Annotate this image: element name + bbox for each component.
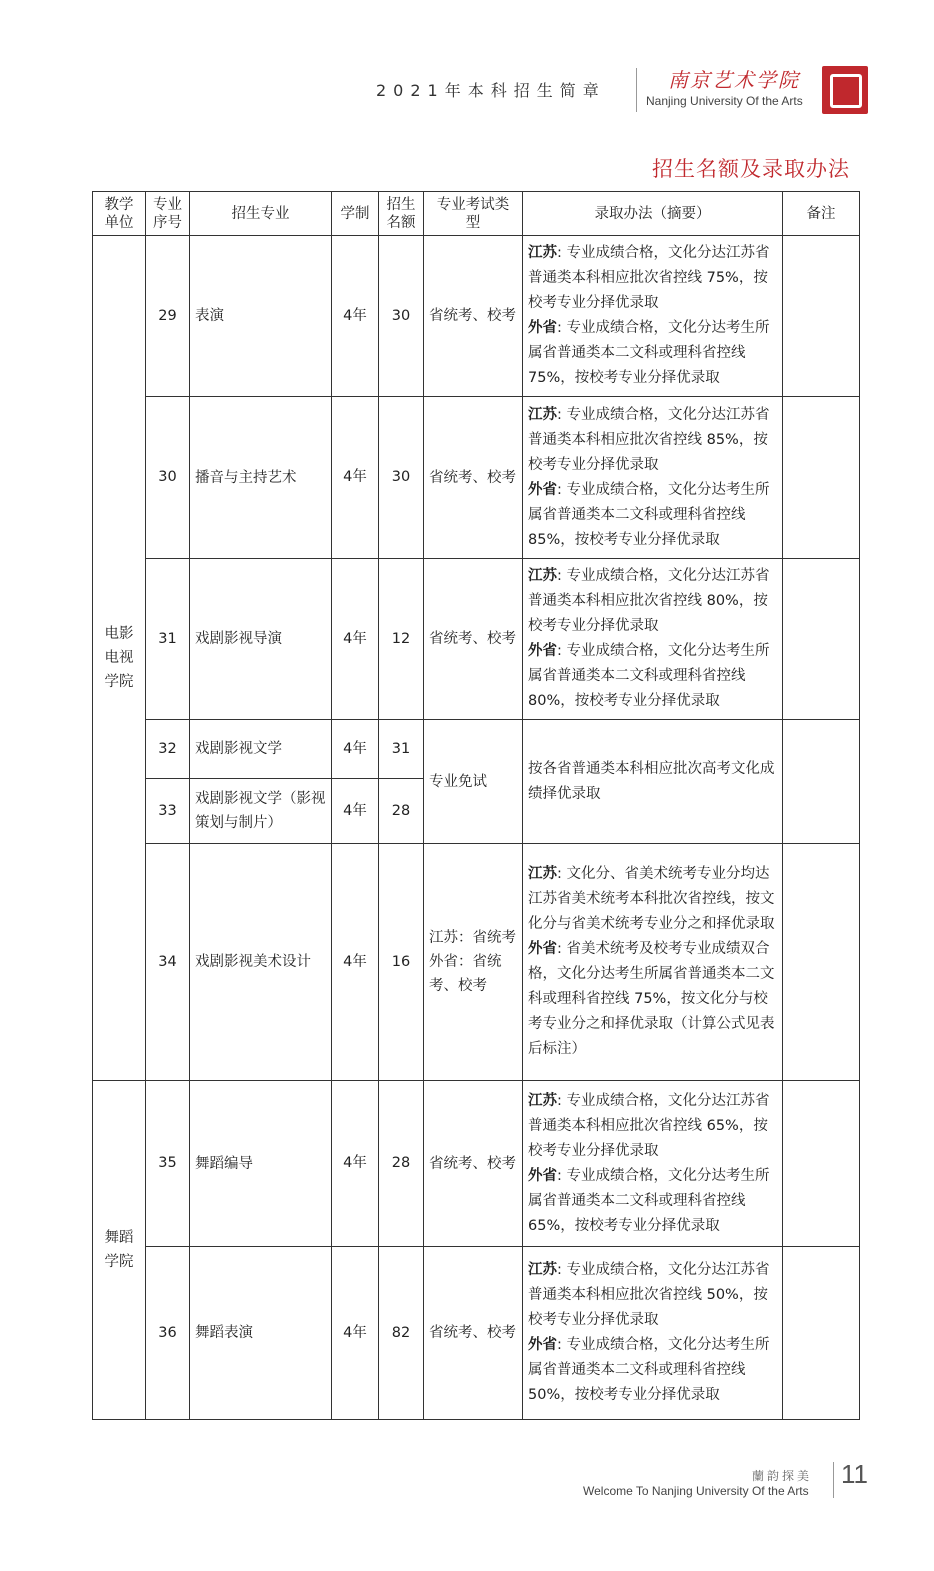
header-exam-type: 专业考试类型	[424, 192, 523, 236]
rule-jiangsu-label: 江苏	[528, 1262, 557, 1278]
quota-cell: 28	[379, 1081, 424, 1247]
major-cell: 戏剧影视导演	[190, 559, 332, 720]
school-name-cn: 南京艺术学院	[668, 68, 800, 92]
rule-other-text: : 省美术统考及校考专业成绩双合格，文化分达考生所属省普通类本二文科或理科省控线 75%，按文化分与校考专业分之和择优录取（计算公式见表后标注）	[528, 941, 775, 1057]
rule-other-label: 外省	[528, 941, 557, 957]
notes-cell	[783, 1081, 860, 1247]
header-divider	[636, 68, 637, 112]
rule-other-text: : 专业成绩合格，文化分达考生所属省普通类本二文科或理科省控线 50%，按校考专业分择优录取	[528, 1337, 770, 1403]
rule-jiangsu-label: 江苏	[528, 568, 557, 584]
duration-cell: 4年	[332, 1247, 379, 1420]
duration-cell: 4年	[332, 559, 379, 720]
rule-other-text: : 专业成绩合格，文化分达考生所属省普通类本二文科或理科省控线 75%，按校考专业分择优录取	[528, 320, 770, 386]
rule-jiangsu-label: 江苏	[528, 1092, 557, 1109]
rule-jiangsu-label: 江苏	[528, 866, 557, 882]
table-header-row	[93, 192, 860, 236]
quota-cell: 82	[379, 1247, 424, 1420]
major-cell: 舞蹈编导	[190, 1081, 332, 1247]
duration-cell: 4年	[332, 844, 379, 1081]
quota-cell: 30	[379, 236, 424, 397]
duration-cell: 4年	[332, 236, 379, 397]
unit-film-tv	[93, 236, 146, 1081]
seq-cell: 34	[146, 844, 190, 1081]
brochure-title: 2021年本科招生简章	[376, 81, 606, 100]
rule-jiangsu-text: : 文化分、省美术统考专业分均达江苏省美术统考本科批次省控线，按文化分与省美术统考专业分之和择优录取	[528, 866, 775, 932]
rule-other-label: 外省	[528, 1167, 557, 1184]
notes-cell	[783, 1247, 860, 1420]
admission-cell: 按各省普通类本科相应批次高考文化成绩择优录取	[523, 720, 783, 844]
notes-cell	[783, 559, 860, 720]
table-row	[93, 1081, 860, 1247]
unit-dance	[93, 1081, 146, 1420]
school-name-en: Nanjing University Of the Arts	[646, 94, 803, 108]
duration-cell: 4年	[332, 720, 379, 779]
exam-type-cell: 省统考、校考	[424, 1247, 523, 1420]
rule-other-label: 外省	[528, 320, 557, 336]
exam-type-cell: 省统考、校考	[424, 1081, 523, 1247]
notes-cell	[783, 720, 860, 844]
rule-jiangsu-text: : 专业成绩合格，文化分达江苏省普通类本科相应批次省控线 80%，按校考专业分择优录取	[528, 568, 770, 634]
notes-cell	[783, 844, 860, 1081]
admission-cell	[523, 1247, 783, 1420]
table-row	[93, 1247, 860, 1420]
seq-cell: 30	[146, 397, 190, 559]
admission-table	[92, 191, 860, 1420]
table-row	[93, 559, 860, 720]
seq-cell: 33	[146, 779, 190, 844]
table-row	[93, 720, 860, 779]
footer-welcome: Welcome To Nanjing University Of the Arts	[583, 1484, 809, 1498]
rule-other-text: : 专业成绩合格，文化分达考生所属省普通类本二文科或理科省控线 65%，按校考专业分择优录取	[528, 1167, 770, 1234]
rule-other-label: 外省	[528, 481, 557, 498]
table-row	[93, 397, 860, 559]
school-seal-logo	[822, 66, 868, 114]
rule-jiangsu-text: : 专业成绩合格，文化分达江苏省普通类本科相应批次省控线 65%，按校考专业分择优录取	[528, 1092, 770, 1159]
header-notes: 备注	[783, 192, 860, 236]
major-cell: 舞蹈表演	[190, 1247, 332, 1420]
major-cell: 戏剧影视美术设计	[190, 844, 332, 1081]
duration-cell: 4年	[332, 397, 379, 559]
duration-cell: 4年	[332, 779, 379, 844]
quota-cell: 16	[379, 844, 424, 1081]
header-admission: 录取办法（摘要）	[523, 192, 783, 236]
footer-slogan: 蘭韵探美	[752, 1469, 813, 1483]
admission-cell	[523, 844, 783, 1081]
header-quota: 招生名额	[379, 192, 424, 236]
rule-jiangsu-text: : 专业成绩合格，文化分达江苏省普通类本科相应批次省控线 85%，按校考专业分择优录取	[528, 406, 770, 473]
major-cell: 播音与主持艺术	[190, 397, 332, 559]
quota-cell: 28	[379, 779, 424, 844]
major-cell: 戏剧影视文学	[190, 720, 332, 779]
exam-type-cell: 江苏：省统考 外省：省统考、校考	[424, 844, 523, 1081]
rule-jiangsu-text: : 专业成绩合格，文化分达江苏省普通类本科相应批次省控线 50%，按校考专业分择优录取	[528, 1262, 770, 1328]
seq-cell: 29	[146, 236, 190, 397]
quota-cell: 30	[379, 397, 424, 559]
rule-jiangsu-label: 江苏	[528, 406, 557, 423]
rule-jiangsu-text: : 专业成绩合格，文化分达江苏省普通类本科相应批次省控线 75%，按校考专业分择优录取	[528, 245, 770, 311]
seq-cell: 32	[146, 720, 190, 779]
table-row	[93, 844, 860, 1081]
rule-other-label: 外省	[528, 643, 557, 659]
unit-label: 舞蹈学院	[104, 1230, 134, 1270]
quota-cell: 31	[379, 720, 424, 779]
header-unit: 教学单位	[93, 192, 146, 236]
admission-cell	[523, 1081, 783, 1247]
seq-cell: 35	[146, 1081, 190, 1247]
rule-other-label: 外省	[528, 1337, 557, 1353]
admission-cell	[523, 236, 783, 397]
major-cell: 戏剧影视文学（影视策划与制片）	[190, 779, 332, 844]
seq-cell: 36	[146, 1247, 190, 1420]
exam-type-cell: 省统考、校考	[424, 397, 523, 559]
header-seq: 专业序号	[146, 192, 190, 236]
exam-type-cell: 省统考、校考	[424, 559, 523, 720]
rule-jiangsu-label: 江苏	[528, 245, 557, 261]
seq-cell: 31	[146, 559, 190, 720]
notes-cell	[783, 236, 860, 397]
rule-other-text: : 专业成绩合格，文化分达考生所属省普通类本二文科或理科省控线 80%，按校考专业分择优录取	[528, 643, 770, 709]
major-cell: 表演	[190, 236, 332, 397]
page-number: 11	[841, 1459, 868, 1489]
admission-cell	[523, 559, 783, 720]
notes-cell	[783, 397, 860, 559]
admission-cell	[523, 397, 783, 559]
exam-type-cell: 省统考、校考	[424, 236, 523, 397]
header-major: 招生专业	[190, 192, 332, 236]
section-title: 招生名额及录取办法	[652, 157, 850, 181]
quota-cell: 12	[379, 559, 424, 720]
duration-cell: 4年	[332, 1081, 379, 1247]
footer-divider	[833, 1462, 834, 1498]
rule-other-text: : 专业成绩合格，文化分达考生所属省普通类本二文科或理科省控线 85%，按校考专业分择优录取	[528, 481, 770, 548]
header-duration: 学制	[332, 192, 379, 236]
table-row	[93, 236, 860, 397]
unit-label: 电影电视学院	[104, 626, 134, 690]
exam-type-cell: 专业免试	[424, 720, 523, 844]
